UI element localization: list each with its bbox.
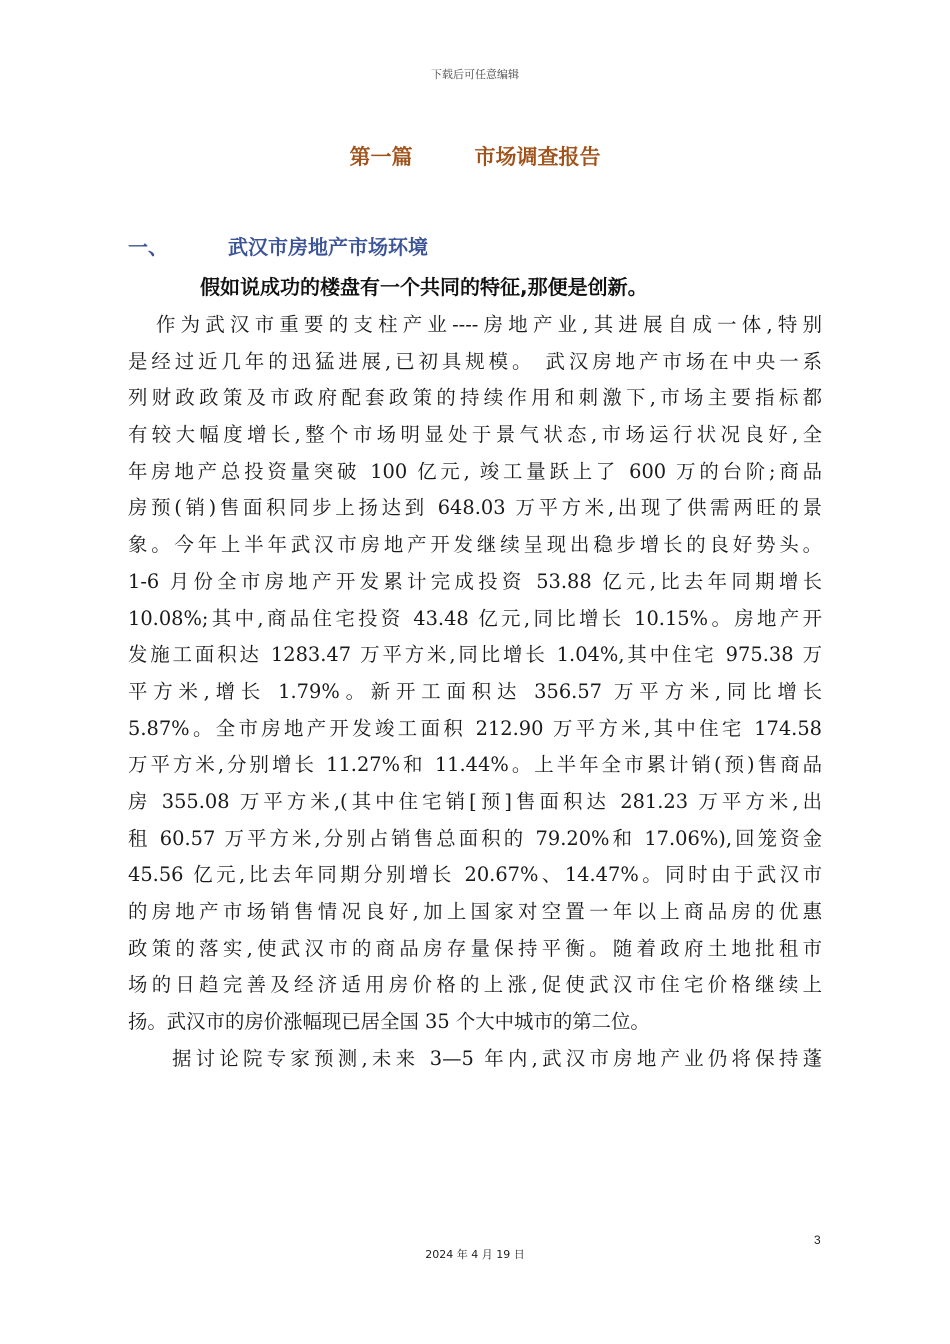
lead-sentence: 假如说成功的楼盘有一个共同的特征,那便是创新。 [200,275,648,299]
header-note: 下载后可任意编辑 [431,68,519,81]
body-line: 45.56 亿元,比去年同期分别增长 20.67%、14.47%。同时由于武汉市 [128,863,822,887]
footer-date: 2024 年 4 月 19 日 [425,1248,525,1261]
body-line: 是经过近几年的迅猛进展,已初具规模。 武汉房地产市场在中央一系 [128,349,822,373]
body-line: 列财政政策及市政府配套政策的持续作用和刺激下,市场主要指标都 [128,386,822,410]
body-line: 1-6 月份全市房地产开发累计完成投资 53.88 亿元,比去年同期增长 [128,569,822,593]
chapter-title [0,141,950,171]
chapter-part: 第一篇 [349,145,413,169]
body-line: 扬。武汉市的房价涨幅现已居全国 35 个大中城市的第二位。 [128,1010,650,1034]
body-line: 有较大幅度增长,整个市场明显处于景气状态,市场运行状况良好,全 [128,423,822,447]
body-line: 作为武汉市重要的支柱产业----房地产业,其进展自成一体,特别 [156,313,822,336]
body-line: 象。今年上半年武汉市房地产开发继续呈现出稳步增长的良好势头。 [128,533,822,557]
section-number: 一、 [128,235,168,259]
body-line: 发施工面积达 1283.47 万平方米,同比增长 1.04%,其中住宅 975.38 万 [128,643,822,667]
body-line: 房预(销)售面积同步上扬达到 648.03 万平方米,出现了供需两旺的景 [128,496,822,520]
body-line: 平方米,增长 1.79%。新开工面积达 356.57 万平方米,同比增长 [128,679,822,703]
body-line: 5.87%。全市房地产开发竣工面积 212.90 万平方米,其中住宅 174.58 [128,716,822,740]
body-line: 场的日趋完善及经济适用房价格的上涨,促使武汉市住宅价格继续上 [128,973,822,997]
body-line: 10.08%;其中,商品住宅投资 43.48 亿元,同比增长 10.15%。房地产开 [128,606,822,630]
page-number: 3 [814,1233,821,1247]
body-line: 的房地产市场销售情况良好,加上国家对空置一年以上商品房的优惠 [128,900,822,923]
section-heading [128,231,428,260]
body-line: 年房地产总投资量突破 100 亿元, 竣工量跃上了 600 万的台阶;商品 [128,459,822,483]
body-line: 据讨论院专家预测,未来 3—5 年内,武汉市房地产业仍将保持蓬 [172,1046,822,1070]
body-line: 政策的落实,使武汉市的商品房存量保持平衡。随着政府土地批租市 [128,936,822,960]
chapter-name: 市场调查报告 [474,145,601,169]
body-text [128,307,822,1077]
section-title: 武汉市房地产市场环境 [228,235,428,259]
body-line: 万平方米,分别增长 11.27%和 11.44%。上半年全市累计销(预)售商品 [128,753,822,777]
body-line: 租 60.57 万平方米,分别占销售总面积的 79.20%和 17.06%),回笼资金 [128,826,822,850]
body-line: 房 355.08 万平方米,(其中住宅销[预]售面积达 281.23 万平方米,出 [128,789,822,813]
